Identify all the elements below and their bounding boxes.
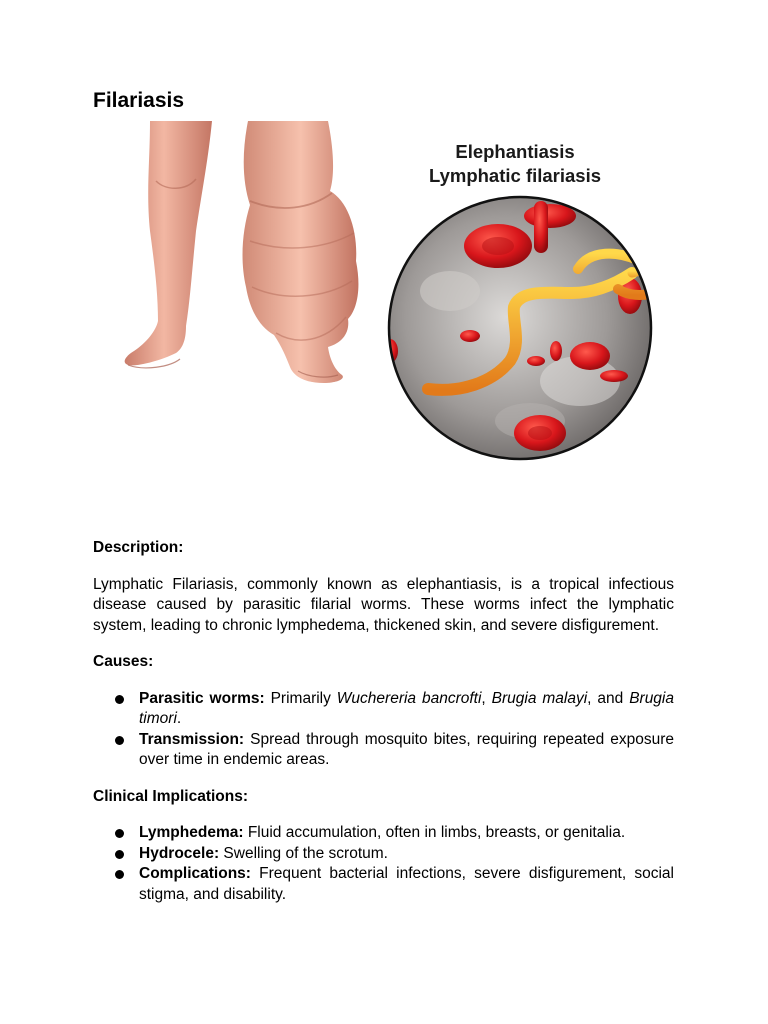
list-item-text: Frequent bacterial infections, severe disfigurement, social stigma, and disability. <box>139 865 674 903</box>
bullet-icon <box>115 870 124 879</box>
bullet-icon <box>115 736 124 745</box>
normal-leg <box>125 121 212 368</box>
description-paragraph: Lymphatic Filariasis, commonly known as elephantiasis, is a tropical infectious disease caused by parasitic filarial worms. These worms infect the lymphatic system, leading to chronic lymphedema, thickened skin, and severe disfigurement. <box>93 575 674 634</box>
document-title: Filariasis <box>93 89 185 112</box>
description-heading: Description: <box>93 539 184 556</box>
species-name: Brugia malayi <box>491 689 588 707</box>
list-item-label: Complications: <box>139 865 251 882</box>
list-item <box>139 689 674 730</box>
list-item-text: , <box>481 689 492 707</box>
figure-caption-line1: Elephantiasis <box>455 141 575 162</box>
list-item-text: Primarily <box>264 689 337 707</box>
list-item-text: , and <box>587 689 630 707</box>
bullet-icon <box>115 829 124 838</box>
clinical-heading: Clinical Implications: <box>93 787 249 805</box>
list-item-text: Fluid accumulation, often in limbs, breasts, or genitalia. <box>243 824 626 841</box>
document-body <box>93 538 674 921</box>
list-item-text: Spread through mosquito bites, requiring repeated exposure over time in endemic areas. <box>139 730 674 768</box>
figure-caption <box>405 140 625 188</box>
list-item <box>139 730 674 771</box>
bullet-icon <box>115 850 124 859</box>
list-item-label: Lymphedema: <box>139 824 244 841</box>
list-item-label: Hydrocele: <box>139 844 220 862</box>
list-item-label: Parasitic worms: <box>139 689 265 707</box>
bullet-icon <box>115 695 124 704</box>
list-item-text: . <box>176 710 182 727</box>
list-item-text: Swelling of the scrotum. <box>219 844 388 862</box>
swollen-leg <box>243 121 359 383</box>
list-item <box>139 864 674 905</box>
species-name: Brugia timori <box>139 689 674 727</box>
list-item <box>139 844 674 865</box>
list-item <box>139 823 674 844</box>
figure-caption-line2: Lymphatic filariasis <box>428 165 602 186</box>
clinical-list <box>93 823 674 905</box>
species-name: Wuchereria bancrofti <box>336 689 482 707</box>
causes-list <box>93 689 674 771</box>
list-item-label: Transmission: <box>139 730 245 748</box>
causes-heading: Causes: <box>93 653 154 670</box>
microscopic-view <box>380 191 662 461</box>
